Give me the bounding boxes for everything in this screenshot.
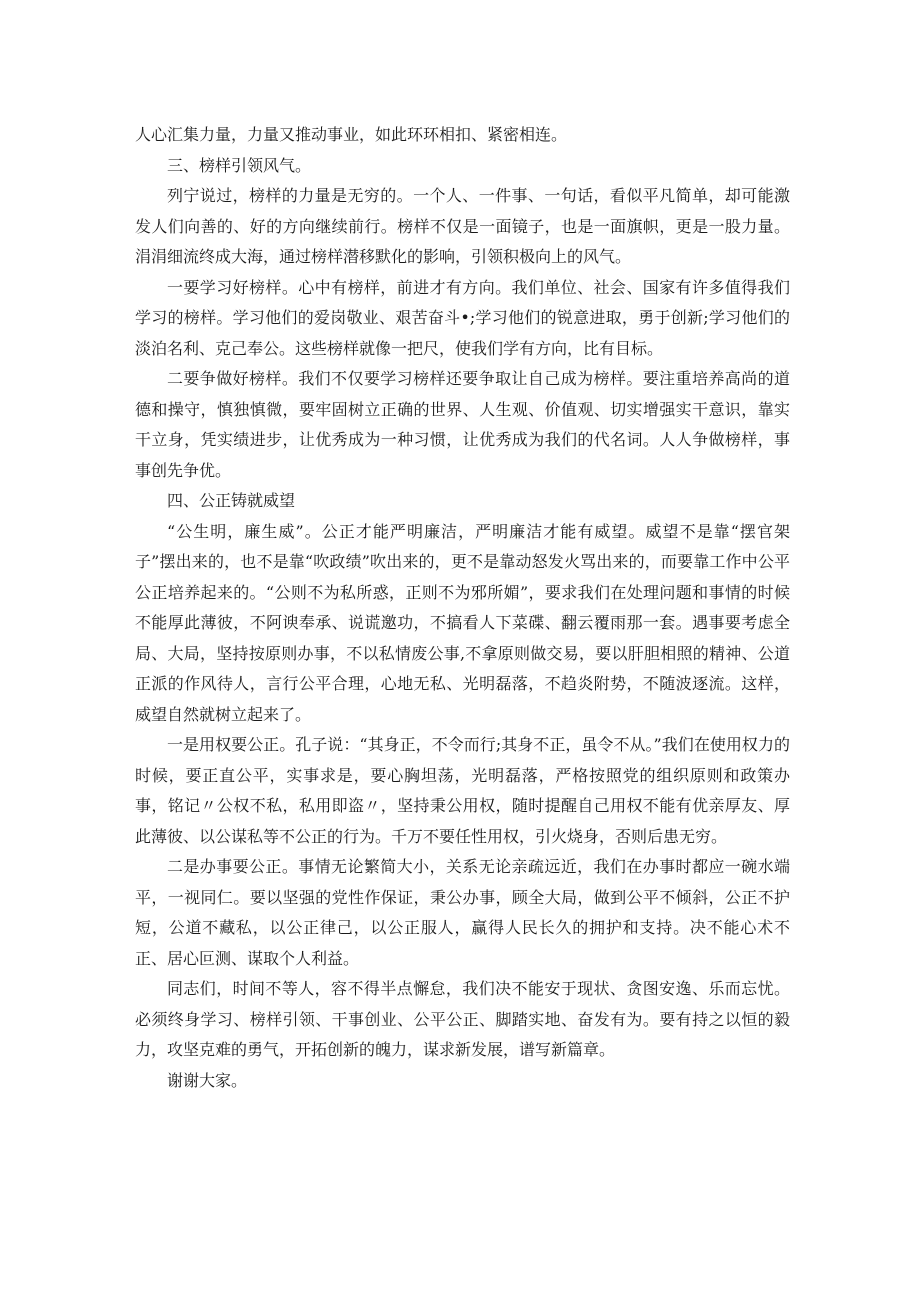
paragraph: 二是办事要公正。事情无论繁简大小，关系无论亲疏远近，我们在办事时都应一碗水端平，一视同仁。要以坚强的党性作保证，秉公办事，顾全大局，做到公平不倾斜，公正不护短，公道不藏私，以公正律己，以公正服人，赢得人民长久的拥护和支持。决不能心术不正、居心叵测、谋取个人利益。 <box>135 857 790 968</box>
closing-line: 谢谢大家。 <box>167 1070 248 1090</box>
paragraph: 二要争做好榜样。我们不仅要学习榜样还要争取让自己成为榜样。要注重培养高尚的道德和操守，慎独慎微，要牢固树立正确的世界、人生观、价值观、切实增强实干意识，靠实干立身，凭实绩进步，让优秀成为一种习惯，让优秀成为我们的代名词。人人争做榜样，事事创先争优。 <box>135 369 790 480</box>
paragraph: “公生明，廉生威”。公正才能严明廉洁，严明廉洁才能有威望。威望不是靠“摆官架子”摆出来的，也不是靠“吹政绩”吹出来的，更不是靠动怒发火骂出来的，而要靠工作中公平公正培养起来的。“公则不为私所惑，正则不为邪所媚”，要求我们在处理问题和事情的时候不能厚此薄彼，不阿谀奉承、说谎邀功，不搞看人下菜碟、翻云覆雨那一套。遇事要考虑全局、大局，坚持按原则办事，不以私情废公事,不拿原则做交易，要以肝胆相照的精神、公道正派的作风待人，言行公平合理，心地无私、光明磊落，不趋炎附势，不随波逐流。这样，威望自然就树立起来了。 <box>135 521 790 724</box>
section-heading: 四、公正铸就威望 <box>167 491 296 510</box>
paragraph: 一是用权要公正。孔子说：“其身正，不令而行;其身不正，虽令不从。”我们在使用权力的时候，要正直公平，实事求是，要心胸坦荡，光明磊落，严格按照党的组织原则和政策办事，铭记〃公权不私，私用即盗〃，坚持秉公用权，随时提醒自己用权不能有优亲厚友、厚此薄彼、以公谋私等不公正的行为。千万不要任性用权，引火烧身，否则后患无穷。 <box>135 735 790 846</box>
paragraph: 列宁说过，榜样的力量是无穷的。一个人、一件事、一句话，看似平凡简单，却可能激发人们向善的、好的方向继续前行。榜样不仅是一面镜子，也是一面旗帜，更是一股力量。涓涓细流终成大海，通过榜样潜移默化的影响，引领积极向上的风气。 <box>135 186 790 266</box>
document-body <box>135 120 790 1096</box>
section-heading: 三、榜样引领风气。 <box>167 155 312 175</box>
paragraph: 同志们，时间不等人，容不得半点懈怠，我们决不能安于现状、贪图安逸、乐而忘忧。必须终身学习、榜样引领、干事创业、公平公正、脚踏实地、奋发有为。要有持之以恒的毅力，攻坚克难的勇气，开拓创新的魄力，谋求新发展，谱写新篇章。 <box>135 979 790 1059</box>
paragraph: 人心汇集力量，力量又推动事业，如此环环相扣、紧密相连。 <box>135 125 568 144</box>
paragraph: 一要学习好榜样。心中有榜样，前进才有方向。我们单位、社会、国家有许多值得我们学习的榜样。学习他们的爱岗敬业、艰苦奋斗•;学习他们的锐意进取，勇于创新;学习他们的淡泊名利、克己奉公。这些榜样就像一把尺，使我们学有方向，比有目标。 <box>135 277 790 358</box>
